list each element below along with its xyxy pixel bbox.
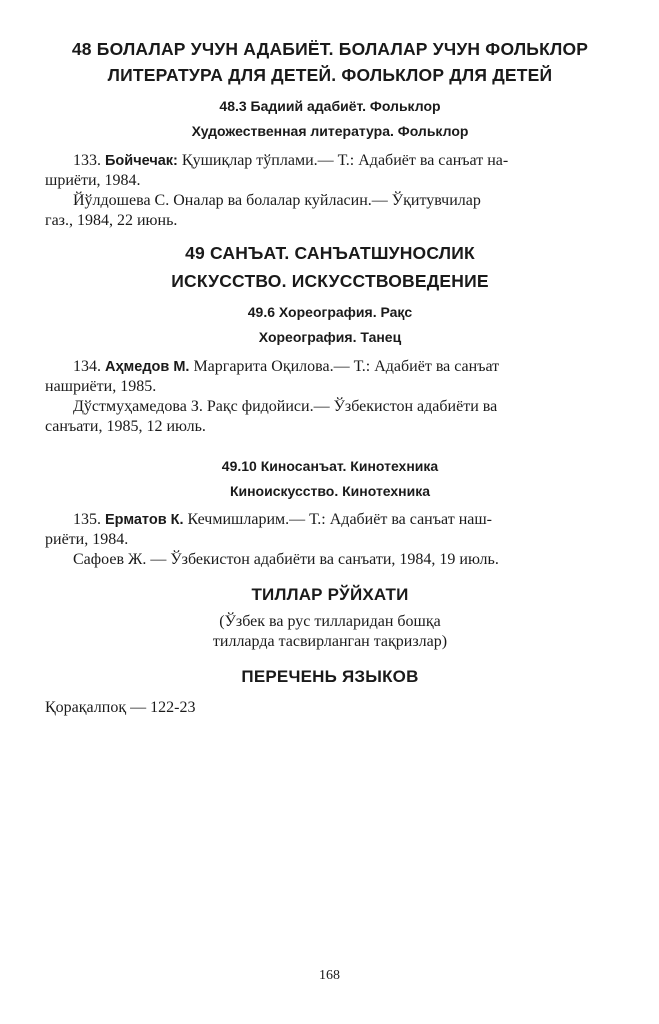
- bibliography-entry-133: [45, 151, 615, 231]
- entry-text-cont: риёти, 1984.: [45, 531, 129, 548]
- entry-text-cont: нашриёти, 1985.: [45, 378, 157, 395]
- entry-review: Сафоев Ж. — Ўзбекистон адабиёти ва санъати, 1984, 19 июль.: [73, 551, 499, 568]
- languages-note-line1: (Ўзбек ва рус тилларидан бошқа: [219, 613, 441, 630]
- languages-title-ru: ПЕРЕЧЕНЬ ЯЗЫКОВ: [241, 667, 419, 686]
- languages-note-line2: тилларда тасвирланган тақризлар): [212, 633, 448, 650]
- bibliography-entry-135: [45, 510, 615, 570]
- entry-text: Қушиқлар тўплами.— Т.: Адабиёт ва санъат на-: [181, 152, 509, 169]
- entry-author: Ерматов К.: [105, 512, 184, 528]
- entry-number: 135.: [73, 511, 101, 528]
- section-48-3-subtitle-ru: Художественная литература. Фольклор: [191, 123, 469, 139]
- section-49-title-line2: ИСКУССТВО. ИСКУССТВОВЕДЕНИЕ: [171, 271, 489, 291]
- entry-text-cont: шриёти, 1984.: [45, 172, 141, 189]
- entry-author: Аҳмедов М.: [105, 359, 190, 375]
- entry-author: Бойчечак:: [105, 153, 178, 169]
- entry-text: Кечмишларим.— Т.: Адабиёт ва санъат наш-: [187, 511, 493, 528]
- languages-title-uz: ТИЛЛАР РЎЙХАТИ: [251, 585, 409, 604]
- entry-number: 134.: [73, 358, 101, 375]
- entry-review-cont: санъати, 1985, 12 июль.: [45, 418, 206, 435]
- entry-review: Йўлдошева С. Оналар ва болалар куйласин.— Ўқитувчилар: [73, 192, 481, 209]
- language-list-item: Қорақалпоқ — 122-23: [45, 699, 196, 716]
- entry-review: Дўстмуҳамедова З. Рақс фидойиси.— Ўзбекистон адабиёти ва: [73, 398, 498, 415]
- section-49-title-line1: 49 САНЪАТ. САНЪАТШУНОСЛИК: [185, 243, 475, 263]
- section-48-3-subtitle-uz: 48.3 Бадиий адабиёт. Фольклор: [219, 98, 441, 114]
- section-49-6-subtitle-uz: 49.6 Хореография. Рақс: [247, 304, 413, 320]
- entry-text: Маргарита Оқилова.— Т.: Адабиёт ва санъат: [193, 358, 500, 375]
- section-49-6-subtitle-ru: Хореография. Танец: [258, 329, 402, 345]
- section-48-title-line2: ЛИТЕРАТУРА ДЛЯ ДЕТЕЙ. ФОЛЬКЛОР ДЛЯ ДЕТЕЙ: [107, 65, 553, 85]
- entry-number: 133.: [73, 152, 101, 169]
- section-49-10-subtitle-uz: 49.10 Киносанъат. Кинотехника: [221, 458, 439, 474]
- bibliography-entry-134: [45, 357, 615, 437]
- section-49-10-subtitle-ru: Киноискусство. Кинотехника: [229, 483, 431, 499]
- section-48-title-line1: 48 БОЛАЛАР УЧУН АДАБИЁТ. БОЛАЛАР УЧУН ФОЛЬКЛОР: [71, 39, 589, 59]
- page-number: 168: [319, 968, 340, 983]
- entry-review-cont: газ., 1984, 22 июнь.: [45, 212, 178, 229]
